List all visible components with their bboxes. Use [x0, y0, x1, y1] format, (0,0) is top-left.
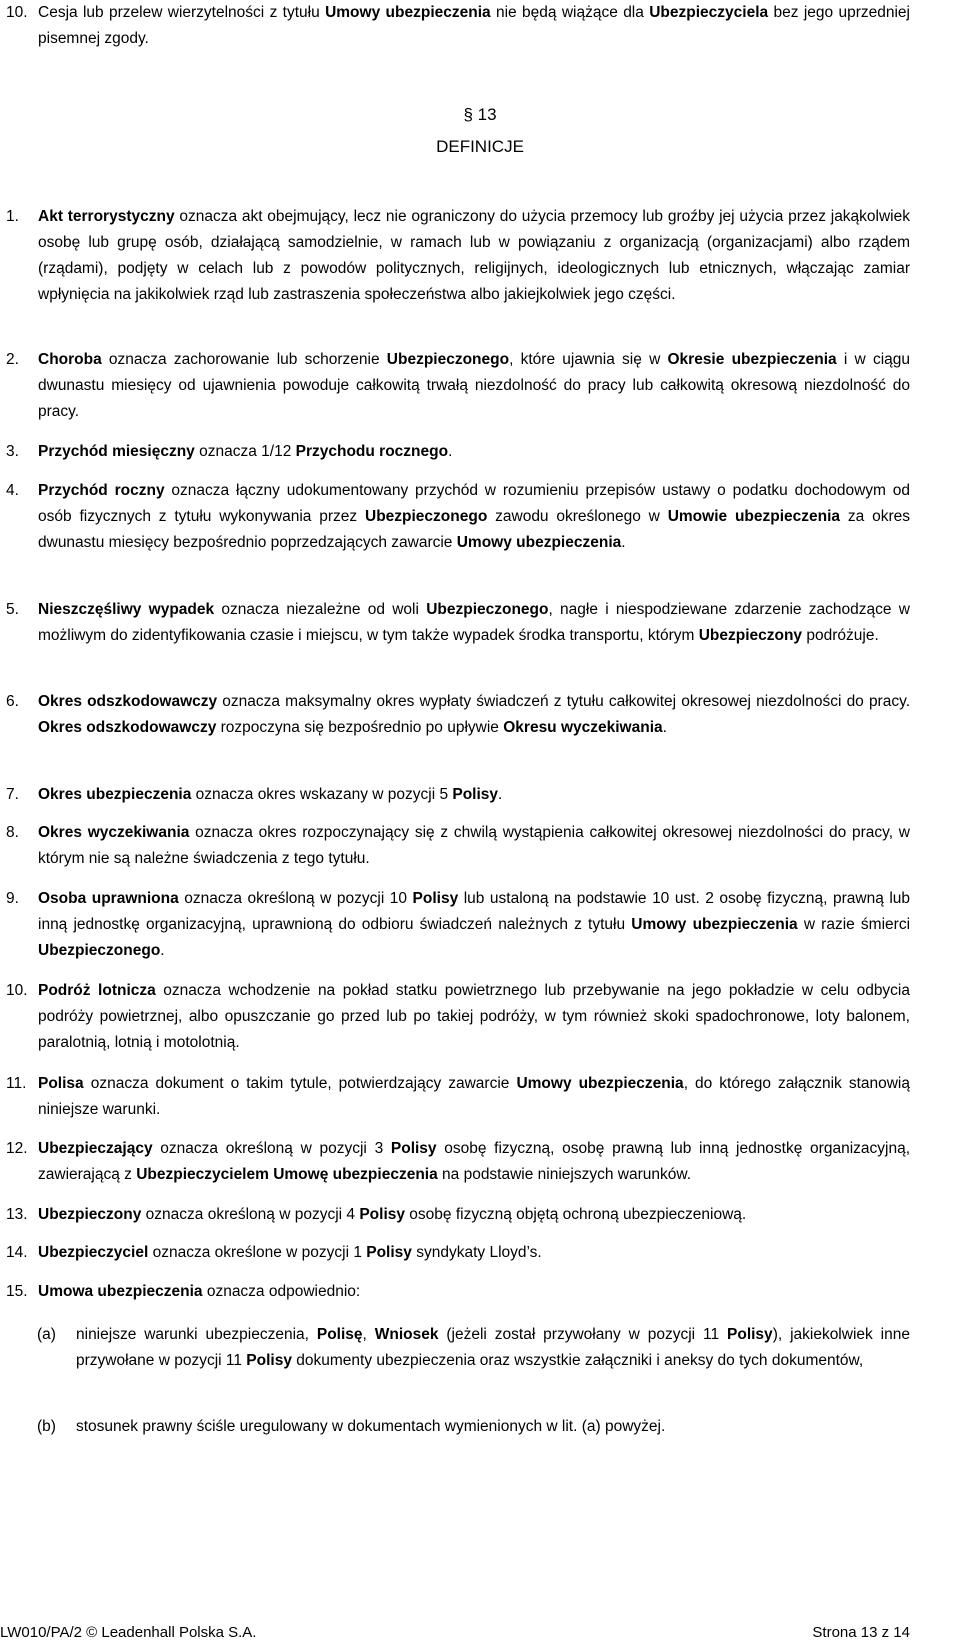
text-segment: Cesja lub przelew wierzytelności z tytułu	[38, 4, 326, 21]
definition-item	[6, 1136, 910, 1188]
defined-term: Polisę	[316, 1326, 363, 1343]
defined-term: Okres ubezpieczenia	[38, 786, 192, 803]
text-segment: i w ciągu dwunastu miesięcy od ujawnienia powoduje całkowitą trwałą niezdolność do pracy lub całkowitą okresową niezdolność do pracy.	[38, 351, 910, 420]
definition-number: 15.	[6, 1283, 28, 1300]
text-segment: oznacza określoną w pozycji 4	[141, 1206, 360, 1223]
defined-term: Ubezpieczony	[698, 627, 803, 644]
defined-term: Ubezpieczający	[38, 1140, 153, 1157]
text-segment: podróżuje.	[802, 627, 879, 644]
defined-term: Polisa	[38, 1075, 84, 1092]
definition-item	[6, 1279, 910, 1305]
text-segment: oznacza dokument o takim tytule, potwierdzający zawarcie	[83, 1075, 517, 1092]
section-number: § 13	[463, 105, 497, 124]
definition-number: 12.	[6, 1140, 28, 1157]
definition-text	[38, 1071, 910, 1123]
defined-term: Ubezpieczonego	[38, 942, 161, 959]
text-segment: oznacza łączny udokumentowany przychód w rozumieniu przepisów ustawy o podatku dochodowym od osób fizycznych z tytułu wykonywania przez	[38, 482, 910, 525]
defined-term: Polisy	[452, 786, 499, 803]
definition-item	[6, 886, 910, 964]
definition-item	[6, 478, 910, 556]
definition-number: 10.	[6, 982, 28, 999]
definition-number: 8.	[6, 824, 19, 841]
definition-text	[38, 478, 910, 556]
defined-term: Polisy	[246, 1352, 292, 1369]
text-segment: , które ujawnia się w	[509, 351, 668, 368]
defined-term: Polisy	[412, 890, 459, 907]
defined-term: Akt terrorystyczny	[38, 208, 175, 225]
definition-number: 4.	[6, 482, 19, 499]
text-segment: oznacza określone w pozycji 1	[148, 1244, 367, 1261]
definition-text	[38, 347, 910, 425]
defined-term: Okres wyczekiwania	[38, 824, 190, 841]
text-segment: oznacza okres rozpoczynający się z chwilą wystąpienia całkowitej okresowej niezdolności do pracy, w którym nie są należne świadczenia z tego tytułu.	[38, 824, 911, 867]
text-segment: rozpoczyna się bezpośrednio po upływie	[216, 719, 504, 736]
text-segment: zawodu określonego w	[487, 508, 668, 525]
text-segment: oznacza wchodzenie na pokład statku powietrznego lub przebywanie na jego pokładzie w celu odbycia podróży powietrznej, albo opuszczanie go przed lub po takiej podróży, w tym również skoki spadochronowe, loty balonem, paralotnią, lotnią i motolotnią.	[38, 982, 910, 1051]
defined-term: Przychodu rocznego	[295, 443, 449, 460]
text-segment: niniejsze warunki ubezpieczenia,	[76, 1326, 317, 1343]
definition-item	[6, 597, 910, 649]
text-segment: .	[662, 719, 667, 736]
text-segment: .	[448, 443, 453, 460]
text-segment: bez jego uprzedniej pisemnej zgody.	[38, 4, 910, 47]
footer-page-number: Strona 13 z 14	[812, 1624, 910, 1641]
section-title: DEFINICJE	[436, 137, 524, 156]
defined-term: Ubezpieczyciel	[38, 1244, 149, 1261]
text-segment: ,	[362, 1326, 375, 1343]
definition-item	[6, 978, 910, 1056]
defined-term: Umowie ubezpieczenia	[667, 508, 841, 525]
defined-term: Okres odszkodowawczy	[38, 693, 218, 710]
sub-item	[37, 1322, 910, 1374]
text-segment: oznacza określoną w pozycji 10	[178, 890, 413, 907]
intro-paragraph	[6, 0, 910, 52]
text-segment: lub ustaloną na podstawie 10 ust. 2 osobę fizyczną, prawną lub inną jednostkę organizacyjną, uprawnioną do odbioru świadczeń należnych z tytułu	[38, 890, 911, 933]
text-segment: oznacza okres wskazany w pozycji 5	[191, 786, 453, 803]
text-segment: na podstawie niniejszych warunków.	[437, 1166, 692, 1183]
definition-number: 5.	[6, 601, 19, 618]
definition-item	[6, 204, 910, 308]
definition-text	[38, 1240, 910, 1266]
definition-text	[38, 204, 910, 308]
text-segment: oznacza zachorowanie lub schorzenie	[101, 351, 387, 368]
text-segment: .	[160, 942, 165, 959]
sub-item-letter: (a)	[37, 1326, 56, 1343]
definition-item	[6, 1202, 910, 1228]
defined-term: Ubezpieczyciela	[649, 4, 769, 21]
text-segment: .	[498, 786, 503, 803]
definition-text	[38, 1279, 910, 1305]
definition-number: 1.	[6, 208, 19, 225]
text-segment: oznacza 1/12	[194, 443, 296, 460]
definition-text	[38, 886, 910, 964]
paragraph-number: 10.	[6, 4, 28, 21]
definition-text	[38, 1202, 910, 1228]
text-segment: .	[621, 534, 626, 551]
defined-term: Wniosek	[374, 1326, 439, 1343]
defined-term: Polisy	[727, 1326, 773, 1343]
definition-item	[6, 1240, 910, 1266]
definition-text	[38, 820, 910, 872]
definition-text	[38, 978, 910, 1056]
definition-text	[38, 689, 910, 741]
text-segment: stosunek prawny ściśle uregulowany w dokumentach wymienionych w lit. (a) powyżej.	[76, 1418, 666, 1435]
text-segment: oznacza niezależne od woli	[214, 601, 427, 618]
text-segment: , do którego załącznik stanowią niniejsze warunki.	[38, 1075, 910, 1118]
defined-term: Okres odszkodowawczy	[38, 719, 217, 736]
definition-item	[6, 1071, 910, 1123]
text-segment: ), jakiekolwiek inne przywołane w pozycji 11	[76, 1326, 910, 1369]
defined-term: Osoba uprawniona	[38, 890, 179, 907]
defined-term: Ubezpieczony	[38, 1206, 142, 1223]
sub-item-text	[76, 1322, 910, 1374]
defined-term: Podróż lotnicza	[38, 982, 156, 999]
defined-term: Choroba	[38, 351, 102, 368]
definition-number: 6.	[6, 693, 19, 710]
text-segment: dokumenty ubezpieczenia oraz wszystkie załączniki i aneksy do tych dokumentów,	[291, 1352, 864, 1369]
paragraph-text	[38, 0, 910, 52]
defined-term: Umowy ubezpieczenia	[516, 1075, 684, 1092]
definition-number: 14.	[6, 1244, 28, 1261]
defined-term: Umowy ubezpieczenia	[325, 4, 491, 21]
text-segment: oznacza określoną w pozycji 3	[152, 1140, 391, 1157]
defined-term: Nieszczęśliwy wypadek	[38, 601, 215, 618]
definition-number: 3.	[6, 443, 19, 460]
defined-term: Okresie ubezpieczenia	[667, 351, 837, 368]
sub-item-text	[76, 1414, 910, 1440]
definition-item	[6, 782, 910, 808]
text-segment: nie będą wiążące dla	[490, 4, 650, 21]
defined-term: Polisy	[366, 1244, 412, 1261]
defined-term: Ubezpieczonego	[426, 601, 549, 618]
definition-text	[38, 597, 910, 649]
defined-term: Ubezpieczonego	[386, 351, 510, 368]
defined-term: Polisy	[359, 1206, 405, 1223]
definition-item	[6, 820, 910, 872]
text-segment: osobę fizyczną, osobę prawną lub inną jednostkę organizacyjną, zawierającą z	[38, 1140, 910, 1183]
text-segment: oznacza maksymalny okres wypłaty świadczeń z tytułu całkowitej okresowej niezdolności do pracy.	[217, 693, 910, 710]
definition-item	[6, 689, 910, 741]
defined-term: Okresu wyczekiwania	[503, 719, 663, 736]
defined-term: Umowy ubezpieczenia	[456, 534, 622, 551]
definition-text	[38, 782, 910, 808]
defined-term: Ubezpieczonego	[365, 508, 488, 525]
definition-item	[6, 347, 910, 425]
text-segment: oznacza odpowiednio:	[202, 1283, 361, 1300]
text-segment: za okres dwunastu miesięcy bezpośrednio poprzedzających zawarcie	[38, 508, 911, 551]
defined-term: Przychód roczny	[38, 482, 165, 499]
sub-item	[37, 1414, 910, 1440]
text-segment: oznacza akt obejmujący, lecz nie ograniczony do użycia przemocy lub groźby jej użycia przez jakąkolwiek osobę lub grupę osób, działającą samodzielnie, w ramach lub w powiązaniu z organizacją (organizacjami) albo rządem (rządami), podjęty w celach lub z powodów politycznych, religijnych, ideologicznych lub etnicznych, włączając zamiar wpłynięcia na jakikolwiek rząd lub zastraszenia społeczeństwa albo jakiejkolwiek jego części.	[38, 208, 911, 303]
text-segment: syndykaty Lloyd’s.	[411, 1244, 542, 1261]
text-segment: osobę fizyczną objętą ochroną ubezpieczeniową.	[405, 1206, 747, 1223]
definition-number: 2.	[6, 351, 19, 368]
text-segment: w razie śmierci	[797, 916, 911, 933]
definition-text	[38, 1136, 910, 1188]
defined-term: Przychód miesięczny	[38, 443, 195, 460]
definition-item	[6, 439, 910, 465]
definition-number: 7.	[6, 786, 19, 803]
defined-term: Polisy	[390, 1140, 437, 1157]
defined-term: Ubezpieczycielem Umowę ubezpieczenia	[136, 1166, 438, 1183]
text-segment: , nagłe i niespodziewane zdarzenie zachodzące w możliwym do zidentyfikowania czasie i miejscu, w tym także wypadek środka transportu, którym	[38, 601, 910, 644]
definition-text	[38, 439, 910, 465]
text-segment: (jeżeli został przywołany w pozycji 11	[438, 1326, 728, 1343]
sub-item-letter: (b)	[37, 1418, 56, 1435]
defined-term: Umowy ubezpieczenia	[631, 916, 798, 933]
defined-term: Umowa ubezpieczenia	[38, 1283, 203, 1300]
definition-number: 13.	[6, 1206, 28, 1223]
footer-document-id: LW010/PA/2 © Leadenhall Polska S.A.	[0, 1624, 257, 1641]
definition-number: 9.	[6, 890, 19, 907]
definition-number: 11.	[6, 1075, 27, 1092]
